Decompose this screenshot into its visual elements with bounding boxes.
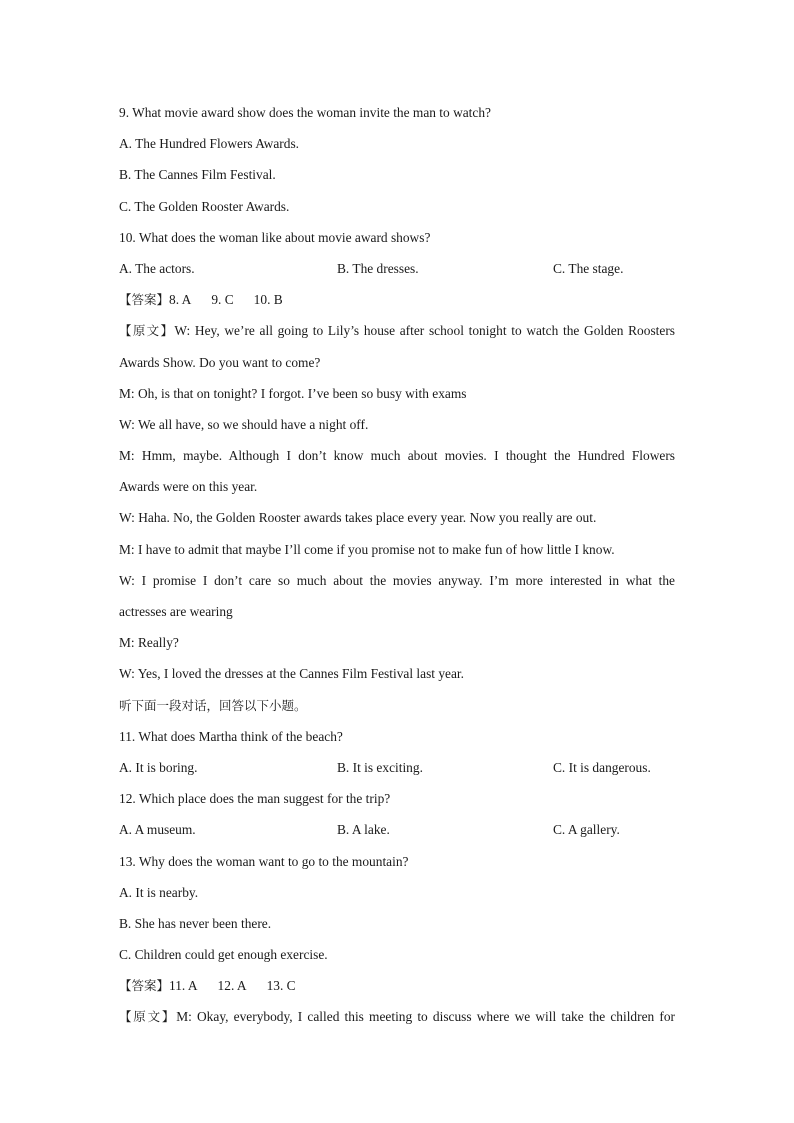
answer-tag: 【答案】 [119,978,170,994]
section-heading: 听下面一段对话，回答以下小题。 [119,697,307,713]
question-12-option-a: A. A museum. [119,822,196,838]
question-11-options [119,752,675,783]
question-9-option-c: C. The Golden Rooster Awards. [119,198,290,214]
question-11-option-a: A. It is boring. [119,759,198,775]
answer-item: 11. A [169,978,198,994]
question-10-option-b: B. The dresses. [337,260,419,276]
transcript-tag: 【原文】 [119,323,175,339]
question-11-option-b: B. It is exciting. [337,759,423,775]
question-9-stem: 9. What movie award show does the woman invite the man to watch? [119,105,491,120]
answer-key-1 [119,284,675,315]
transcript-1-line: W: Yes, I loved the dresses at the Cannes Film Festival last year. [119,666,465,682]
answer-key-2 [119,970,675,1001]
question-12-option-b: B. A lake. [337,822,390,838]
transcript-1-line: M: Hmm, maybe. Although I don’t know much about movies. I thought the Hundred Flowers [119,448,675,464]
transcript-1-line [119,315,675,346]
answer-item: 9. C [211,292,234,308]
question-12-options [119,814,675,845]
transcript-text: W: Hey, we’re all going to Lily’s house after school tonight to watch the Golden Roosters [174,323,675,339]
transcript-1-line: Awards were on this year. [119,479,258,495]
transcript-2-line [119,1001,675,1032]
question-9-option-b: B. The Cannes Film Festival. [119,167,276,183]
transcript-1-line: Awards Show. Do you want to come? [119,354,321,370]
transcript-1-line: W: We all have, so we should have a night off. [119,416,369,432]
question-10-option-a: A. The actors. [119,260,195,276]
transcript-1-line: actresses are wearing [119,604,233,619]
question-13-option-a: A. It is nearby. [119,884,199,900]
transcript-1-line: M: I have to admit that maybe I’ll come if you promise not to make fun of how little I know. [119,541,615,557]
question-10-options [119,253,675,284]
answer-item: 12. A [217,978,247,994]
answer-item: 10. B [253,292,283,308]
question-9-option-a: A. The Hundred Flowers Awards. [119,136,300,152]
transcript-tag: 【原文】 [119,1009,177,1025]
answer-tag: 【答案】 [119,292,170,308]
question-13-option-b: B. She has never been there. [119,915,272,931]
question-12-option-c: C. A gallery. [553,822,620,838]
transcript-1-line: W: I promise I don’t care so much about the movies anyway. I’m more interested in what the [119,572,675,588]
question-11-option-c: C. It is dangerous. [553,759,651,775]
question-12-stem: 12. Which place does the man suggest for the trip? [119,791,391,807]
question-10-option-c: C. The stage. [553,260,624,276]
transcript-1-line: W: Haha. No, the Golden Rooster awards takes place every year. Now you really are out. [119,510,597,526]
answer-item: 8. A [169,292,192,308]
answer-item: 13. C [266,978,296,994]
transcript-1-line: M: Really? [119,635,179,651]
document-page [119,97,675,1033]
question-13-stem: 13. Why does the woman want to go to the mountain? [119,853,409,869]
question-10-stem: 10. What does the woman like about movie award shows? [119,229,431,245]
question-11-stem: 11. What does Martha think of the beach? [119,728,343,744]
transcript-1-line: M: Oh, is that on tonight? I forgot. I’ve been so busy with exams [119,385,467,401]
question-13-option-c: C. Children could get enough exercise. [119,947,328,963]
transcript-text: M: Okay, everybody, I called this meeting to discuss where we will take the children for [176,1009,675,1025]
